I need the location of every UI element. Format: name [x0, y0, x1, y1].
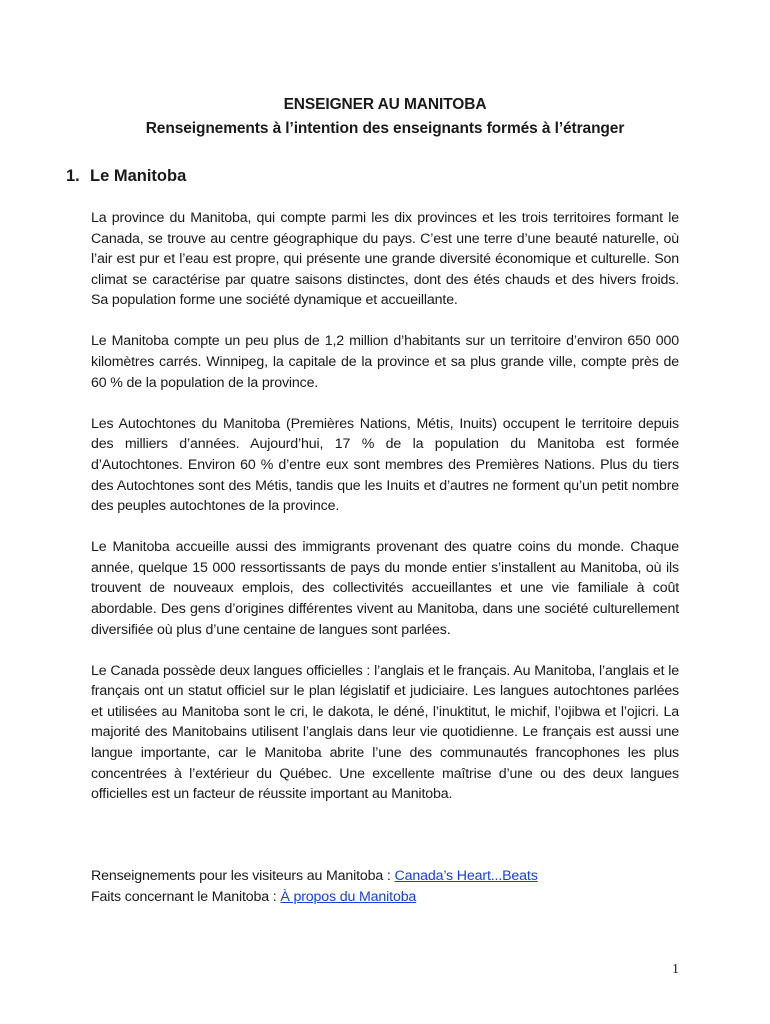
page-number: 1	[672, 962, 679, 977]
section-number: 1.	[66, 167, 80, 185]
paragraph: Le Canada possède deux langues officielles : l’anglais et le français. Au Manitoba, l’anglais et le français ont un statut officiel sur le plan législatif et judiciaire. Les langues autochtones parlées et utilisées au Manitoba sont le cri, le dakota, le déné, l’inuktitut, le michif, l’ojibwa et l’ojicri. La majorité des Manitobains utilisent l’anglais dans leur vie quotidienne. Le français est aussi une langue importante, car le Manitoba abrite l’une des communautés francophones les plus concentrées à l’extérieur du Québec. Une excellente maîtrise d’une ou des deux langues officielles est un facteur de réussite important au Manitoba.	[91, 662, 679, 803]
document-subtitle: Renseignements à l’intention des enseignants formés à l’étranger	[145, 120, 625, 137]
paragraph: Les Autochtones du Manitoba (Premières Nations, Métis, Inuits) occupent le territoire depuis des milliers d’années. Aujourd’hui, 17 % de la population du Manitoba est formée d’Autochtones. Environ 60 % d’entre eux sont membres des Premières Nations. Plus du tiers des Autochtones sont des Métis, tandis que les Inuits et d’autres ne forment qu’un petit nombre des peuples autochtones de la province.	[91, 415, 679, 515]
paragraph: Le Manitoba compte un peu plus de 1,2 million d’habitants sur un territoire d’environ 650 000 kilomètres carrés. Winnipeg, la capitale de la province et sa plus grande ville, compte près de 60 % de la population de la province.	[91, 333, 679, 391]
title-block	[0, 93, 770, 141]
link-a-propos-du-manitoba[interactable]: À propos du Manitoba	[280, 888, 417, 905]
body-text	[91, 208, 679, 825]
paragraph: Le Manitoba accueille aussi des immigrants provenant des quatre coins du monde. Chaque année, quelque 15 000 ressortissants de pays du monde entier s’installent au Manitoba, où ils trouvent de nouveaux emplois, des collectivités accueillantes et une vie familiale à coût abordable. Des gens d’origines différentes vivent au Manitoba, dans une société culturellement diversifiée où plus d’une centaine de langues sont parlées.	[91, 539, 679, 638]
section-heading	[66, 165, 186, 187]
link-prefix: Renseignements pour les visiteurs au Manitoba :	[91, 868, 395, 884]
link-line-visitors	[91, 866, 538, 887]
section-title: Le Manitoba	[90, 167, 187, 185]
paragraph: La province du Manitoba, qui compte parmi les dix provinces et les trois territoires formant le Canada, se trouve au centre géographique du pays. C’est une terre d’une beauté naturelle, où l’air est pur et l’eau est propre, qui présente une grande diversité économique et culturelle. Son climat se caractérise par quatre saisons distinctes, dont des étés chauds et des hivers froids. Sa population forme une société dynamique et accueillante.	[91, 210, 679, 309]
links-block	[91, 866, 538, 907]
link-prefix: Faits concernant le Manitoba :	[91, 888, 281, 905]
document-title: ENSEIGNER AU MANITOBA	[283, 96, 487, 113]
link-canadas-heart-beats[interactable]: Canada’s Heart...Beats	[394, 868, 538, 884]
link-line-facts	[91, 887, 538, 908]
